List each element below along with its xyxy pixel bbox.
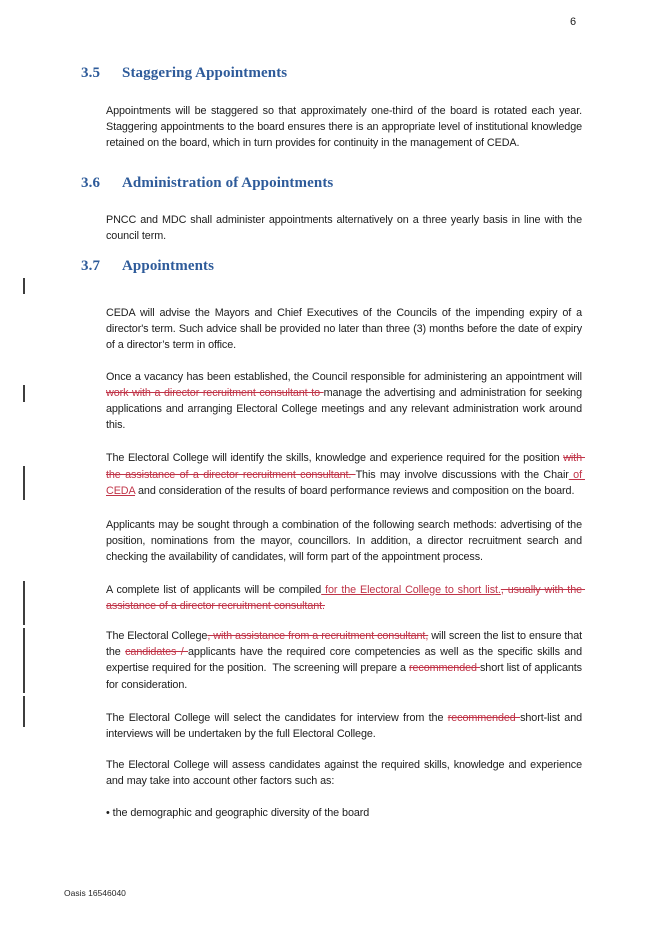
text-run: manage the advertising and administration for seeking applications and arranging Electoral College meetings and any relevant administration work around this.: [106, 386, 585, 432]
section-number: 3.7: [81, 258, 101, 275]
deleted-text: candidates /: [125, 646, 189, 659]
text-run: • the demographic and geographic diversity of the board: [106, 806, 370, 819]
deleted-text: recommended: [447, 711, 521, 724]
bullet-item-diversity: [106, 805, 582, 821]
text-run: The Electoral College will select the candidates for interview from the: [106, 711, 448, 724]
inserted-text: of CEDA: [106, 468, 585, 497]
section-title: Appointments: [122, 258, 215, 275]
paragraph-vacancy: [106, 369, 585, 434]
inserted-text: for the Electoral College to short list.: [321, 583, 501, 596]
deleted-text: work with a director recruitment consultant to: [106, 386, 324, 399]
text-run: This may involve discussions with the Chair: [355, 468, 569, 481]
paragraph-complete-list: [106, 582, 586, 614]
deleted-text: , with assistance from a recruitment consultant,: [207, 630, 429, 643]
text-run: A complete list of applicants will be compiled: [106, 583, 322, 596]
section-title: Staggering Appointments: [122, 65, 288, 81]
text-run: short-list and interviews will be undertaken by the full Electoral College.: [106, 711, 586, 741]
text-run: The Electoral College: [106, 630, 208, 643]
change-bar: [23, 466, 25, 500]
section-heading-3-6: [81, 174, 582, 193]
change-bar: [23, 628, 25, 693]
text-run: applicants have the required core competencies as well as the specific skills and expertise required for the position. The screening will prepare a: [106, 646, 585, 675]
section-number: 3.5: [81, 65, 101, 81]
paragraph-expiry-advice: [106, 305, 585, 354]
paragraph-screening: [106, 628, 585, 693]
page-number: 6: [570, 16, 577, 28]
text-run: The Electoral College will identify the skills, knowledge and experience required for the position: [106, 452, 564, 465]
footer-reference: Oasis 16546040: [64, 888, 126, 898]
text-run: short list of applicants for consideration.: [106, 662, 585, 691]
change-bar: [23, 278, 25, 294]
section-number: 3.6: [81, 174, 101, 191]
deleted-text: with the assistance of a director recruitment consultant.: [106, 452, 585, 481]
paragraph-administration: [106, 212, 585, 244]
paragraph-identify-skills: [106, 450, 585, 499]
change-bar: [23, 696, 25, 727]
deleted-text: recommended: [409, 662, 480, 675]
document-content: [81, 0, 586, 821]
text-run: will screen the list to ensure that the: [106, 630, 585, 659]
section-heading-3-7: [81, 257, 582, 276]
text-run: Applicants may be sought through a combination of the following search methods: advertising of the position, nominations from the mayor, councillors. In addition, a director recruitment search and checking the availability of candidates, will form part of the appointment process.: [106, 519, 585, 564]
revised-blank-line: [106, 278, 582, 294]
text-run: Once a vacancy has been established, the Council responsible for administering an appointment will: [106, 370, 585, 383]
section-title: Administration of Appointments: [122, 174, 334, 191]
text-run: and consideration of the results of board performance reviews and composition on the board.: [135, 484, 575, 497]
section-heading-3-5: [81, 64, 582, 83]
text-run: Appointments will be staggered so that approximately one-third of the board is rotated each year. Staggering appointments to the board ensures there is an appropriate level of institutional knowledge retained on the board, which in turn provides for continuity in the management of CEDA.: [106, 105, 585, 150]
paragraph-interview-selection: [106, 710, 586, 742]
change-bar: [23, 581, 25, 625]
change-bar: [23, 385, 25, 402]
paragraph-assessment: [106, 757, 585, 789]
text-run: PNCC and MDC shall administer appointments alternatively on a three yearly basis in line with the council term.: [106, 213, 585, 242]
paragraph-staggering: [106, 103, 585, 152]
paragraph-search-methods: [106, 517, 585, 566]
text-run: CEDA will advise the Mayors and Chief Executives of the Councils of the impending expiry of a director's term. Such advice shall be provided no later than three (3) months before the date of expiry of a director’s term in office.: [106, 307, 585, 352]
deleted-text: , usually with the assistance of a director recruitment consultant.: [106, 583, 586, 612]
text-run: The Electoral College will assess candidates against the required skills, knowledge and experience and may take into account other factors such as:: [106, 759, 585, 788]
